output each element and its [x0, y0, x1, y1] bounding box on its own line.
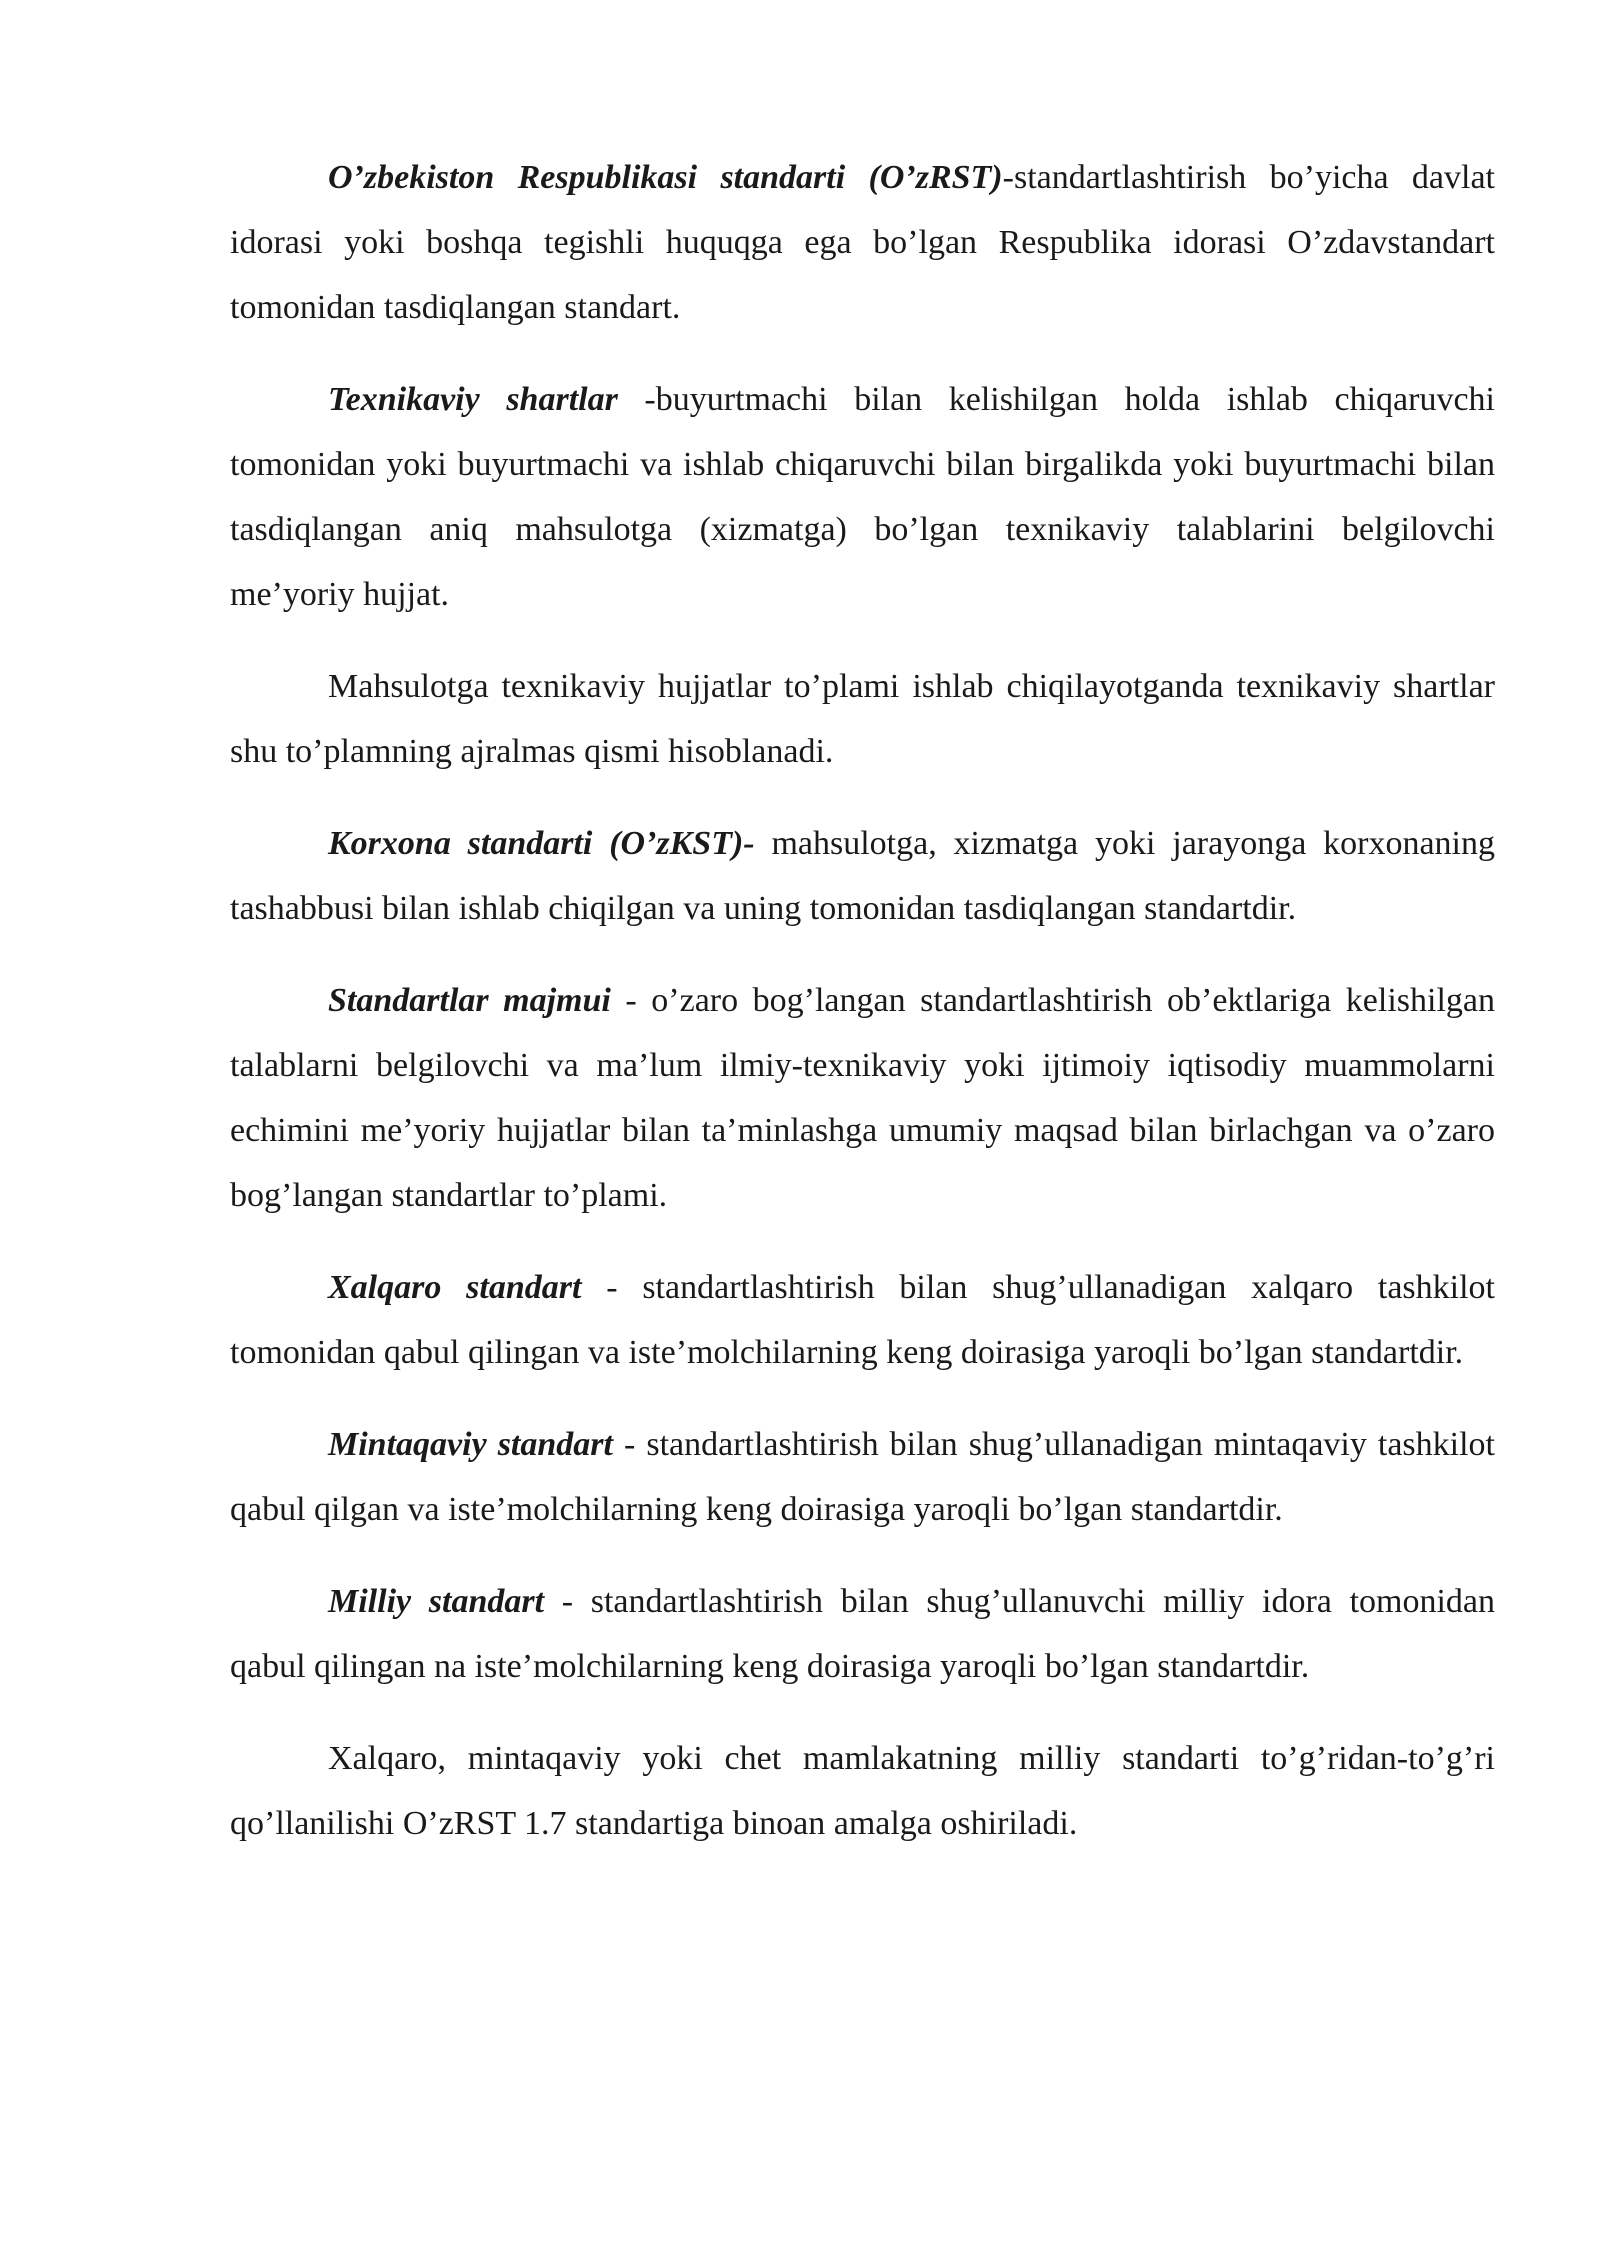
paragraph-texnikaviy-shartlar [230, 367, 1495, 627]
paragraph-xalqaro-standart [230, 1255, 1495, 1385]
body-qollanilishi: Xalqaro, mintaqaviy yoki chet mamlakatning milliy standarti to’g’ridan-to’g’ri qo’llanilishi O’zRST 1.7 standartiga binoan amalga oshiriladi. [230, 1740, 1495, 1842]
paragraph-qollanilishi [230, 1726, 1495, 1856]
paragraph-ozrst [230, 145, 1495, 340]
term-xalqaro-standart: Xalqaro standart [328, 1269, 582, 1306]
paragraph-milliy-standart [230, 1569, 1495, 1699]
definition-milliy-standart: - standartlashtirish bilan shug’ullanuvchi milliy idora tomonidan qabul qilingan na iste’molchilarning keng doirasiga yaroqli bo’lgan standartdir. [230, 1583, 1495, 1685]
definition-texnikaviy-shartlar: -buyurtmachi bilan kelishilgan holda ishlab chiqaruvchi tomonidan yoki buyurtmachi va ishlab chiqaruvchi bilan birgalikda yoki buyurtmachi bilan tasdiqlangan aniq mahsulotga (xizmatga) bo’lgan texnikaviy talablarini belgilovchi me’yoriy hujjat. [230, 381, 1496, 613]
definition-ozrst: -standartlashtirish bo’yicha davlat idorasi yoki boshqa tegishli huquqga ega bo’lgan Respublika idorasi O’zdavstandart tomonidan tasdiqlangan standart. [230, 159, 1496, 326]
body-texnikaviy-hujjatlar: Mahsulotga texnikaviy hujjatlar to’plami ishlab chiqilayotganda texnikaviy shartlar shu to’plamning ajralmas qismi hisoblanadi. [230, 668, 1495, 770]
term-standartlar-majmui: Standartlar majmui [328, 982, 611, 1019]
term-korxona-standarti: Korxona standarti (O’zKST)- [328, 825, 755, 862]
term-ozrst: O’zbekiston Respublikasi standarti (O’zRST) [328, 159, 1003, 196]
definition-korxona-standarti: mahsulotga, xizmatga yoki jarayonga korxonaning tashabbusi bilan ishlab chiqilgan va uning tomonidan tasdiqlangan standartdir. [230, 825, 1495, 927]
definition-standartlar-majmui: - o’zaro bog’langan standartlashtirish ob’ektlariga kelishilgan talablarni belgilovchi va ma’lum ilmiy-texnikaviy yoki ijtimoiy iqtisodiy muammolarni echimini me’yoriy hujjatlar bilan ta’minlashga umumiy maqsad bilan birlachgan va o’zaro bog’langan standartlar to’plami. [230, 982, 1495, 1214]
term-mintaqaviy-standart: Mintaqaviy standart [328, 1426, 613, 1463]
paragraph-texnikaviy-hujjatlar [230, 654, 1495, 784]
paragraph-standartlar-majmui [230, 968, 1495, 1228]
term-milliy-standart: Milliy standart [328, 1583, 545, 1620]
definition-mintaqaviy-standart: - standartlashtirish bilan shug’ullanadigan mintaqaviy tashkilot qabul qilgan va iste’molchilarning keng doirasiga yaroqli bo’lgan standartdir. [230, 1426, 1495, 1528]
paragraph-korxona-standarti [230, 811, 1495, 941]
definition-xalqaro-standart: - standartlashtirish bilan shug’ullanadigan xalqaro tashkilot tomonidan qabul qilingan va iste’molchilarning keng doirasiga yaroqli bo’lgan standartdir. [230, 1269, 1495, 1371]
document-page [230, 145, 1495, 1883]
paragraph-mintaqaviy-standart [230, 1412, 1495, 1542]
term-texnikaviy-shartlar: Texnikaviy shartlar [328, 381, 618, 418]
